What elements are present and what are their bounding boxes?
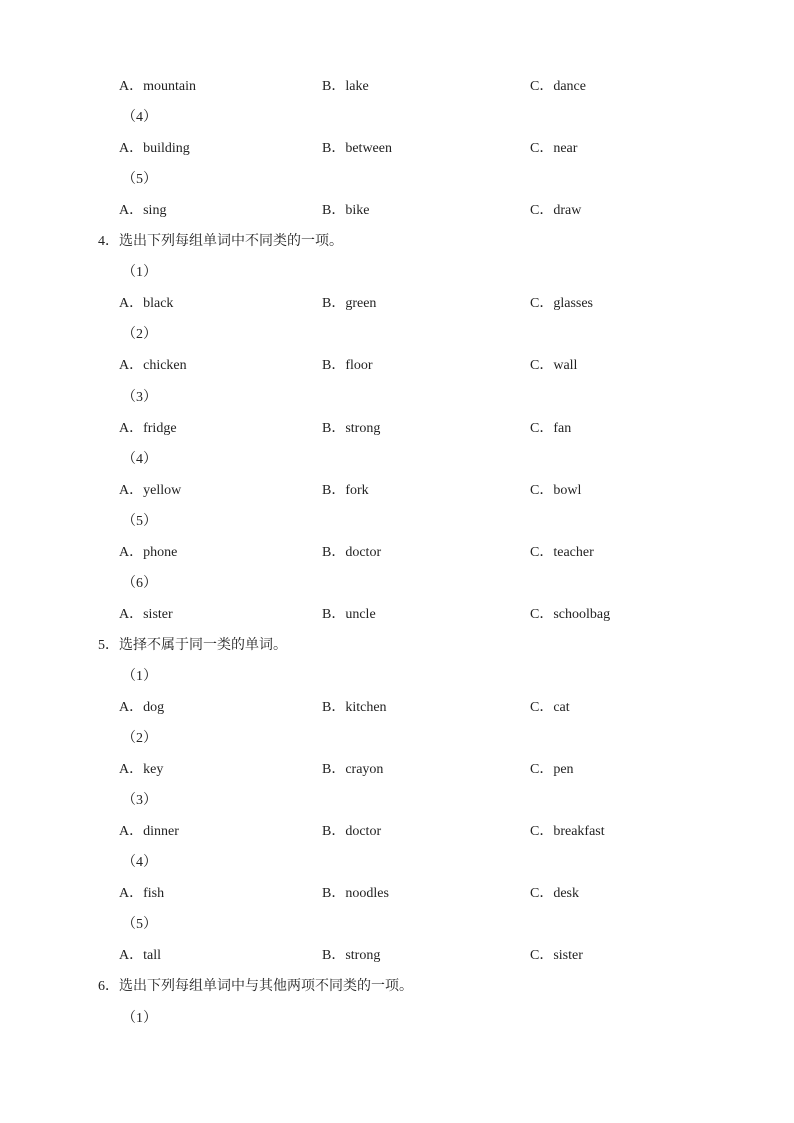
sub-question-label: （3） (122, 793, 157, 808)
options-row (0, 418, 794, 440)
sub-question-label: （6） (122, 576, 157, 591)
question-text: 6．选出下列每组单词中与其他两项不同类的一项。 (98, 979, 413, 994)
options-row (0, 542, 794, 564)
option-b: B．doctor (322, 545, 382, 560)
option-b: B．fork (322, 483, 369, 498)
sub-question-number (0, 728, 794, 750)
option-c: C．pen (530, 762, 574, 777)
option-c: C．cat (530, 700, 570, 715)
option-b: B．between (322, 141, 392, 156)
sub-question-label: （4） (122, 855, 157, 870)
sub-question-label: （4） (122, 110, 157, 125)
sub-question-number (0, 790, 794, 812)
sub-question-label: （4） (122, 452, 157, 467)
option-a: A．dinner (119, 824, 179, 839)
option-c: C．dance (530, 79, 586, 94)
option-b: B．bike (322, 203, 370, 218)
question-heading (0, 976, 794, 998)
option-b: B．crayon (322, 762, 384, 777)
question-heading (0, 231, 794, 253)
sub-question-number (0, 914, 794, 936)
sub-question-label: （5） (122, 514, 157, 529)
question-heading (0, 635, 794, 657)
option-c: C．desk (530, 886, 579, 901)
option-b: B．green (322, 296, 377, 311)
sub-question-number (0, 573, 794, 595)
options-row (0, 759, 794, 781)
option-a: A．phone (119, 545, 178, 560)
sub-question-label: （1） (122, 669, 157, 684)
sub-question-number (0, 262, 794, 284)
option-a: A．sing (119, 203, 167, 218)
option-b: B．strong (322, 948, 381, 963)
sub-question-label: （3） (122, 390, 157, 405)
option-c: C．breakfast (530, 824, 605, 839)
option-c: C．glasses (530, 296, 593, 311)
option-b: B．doctor (322, 824, 382, 839)
options-row (0, 355, 794, 377)
option-a: A．key (119, 762, 164, 777)
sub-question-number (0, 324, 794, 346)
option-c: C．sister (530, 948, 583, 963)
option-a: A．chicken (119, 358, 187, 373)
sub-question-number (0, 449, 794, 471)
option-a: A．black (119, 296, 174, 311)
option-a: A．dog (119, 700, 165, 715)
question-text: 5．选择不属于同一类的单词。 (98, 638, 287, 653)
options-row (0, 821, 794, 843)
option-c: C．draw (530, 203, 582, 218)
options-row (0, 138, 794, 160)
option-c: C．near (530, 141, 578, 156)
option-a: A．yellow (119, 483, 182, 498)
option-c: C．wall (530, 358, 578, 373)
sub-question-number (0, 511, 794, 533)
option-c: C．teacher (530, 545, 594, 560)
options-row (0, 945, 794, 967)
option-a: A．building (119, 141, 190, 156)
sub-question-label: （1） (122, 265, 157, 280)
question-text: 4．选出下列每组单词中不同类的一项。 (98, 234, 343, 249)
sub-question-number (0, 852, 794, 874)
options-row (0, 604, 794, 626)
option-b: B．strong (322, 421, 381, 436)
options-row (0, 293, 794, 315)
option-a: A．tall (119, 948, 161, 963)
options-row (0, 480, 794, 502)
sub-question-number (0, 169, 794, 191)
sub-question-number (0, 1008, 794, 1030)
option-c: C．fan (530, 421, 572, 436)
options-row (0, 76, 794, 98)
option-a: A．sister (119, 607, 173, 622)
sub-question-label: （2） (122, 731, 157, 746)
sub-question-label: （5） (122, 172, 157, 187)
options-row (0, 200, 794, 222)
options-row (0, 883, 794, 905)
sub-question-number (0, 387, 794, 409)
option-c: C．bowl (530, 483, 582, 498)
sub-question-label: （5） (122, 917, 157, 932)
sub-question-number (0, 666, 794, 688)
sub-question-label: （1） (122, 1011, 157, 1026)
option-b: B．floor (322, 358, 373, 373)
sub-question-number (0, 107, 794, 129)
option-c: C．schoolbag (530, 607, 611, 622)
option-b: B．uncle (322, 607, 376, 622)
sub-question-label: （2） (122, 327, 157, 342)
option-b: B．noodles (322, 886, 389, 901)
option-b: B．kitchen (322, 700, 387, 715)
options-row (0, 697, 794, 719)
option-a: A．mountain (119, 79, 196, 94)
option-a: A．fridge (119, 421, 177, 436)
option-a: A．fish (119, 886, 165, 901)
option-b: B．lake (322, 79, 369, 94)
